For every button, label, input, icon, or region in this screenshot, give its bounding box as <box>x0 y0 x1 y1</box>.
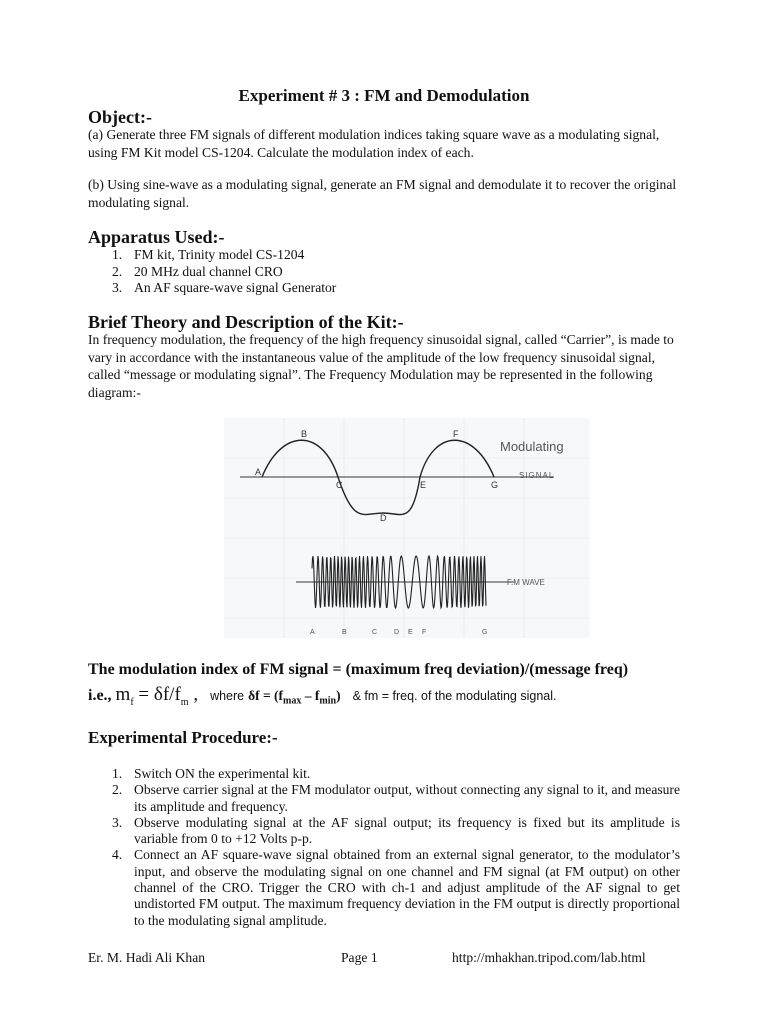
object-para-a: (a) Generate three FM signals of different modulation indices taking square wave as a modulating signal, using FM Kit model CS-1204. Calculate the modulation index of each. <box>88 127 660 160</box>
list-item: 2. 20 MHz dual channel CRO <box>112 263 283 279</box>
list-item: 3. An AF square-wave signal Generator <box>112 280 337 295</box>
procedure-list <box>88 766 680 929</box>
footer-page-number: Page 1 <box>341 950 378 965</box>
procedure-heading: Experimental Procedure:- <box>88 728 278 747</box>
fm-label-b: B <box>342 629 347 636</box>
document-title: Experiment # 3 : FM and Demodulation <box>238 86 530 105</box>
list-item: 3. Observe modulating signal at the AF signal output; its frequency is fixed but its amplitude is variable from 0 to +12 Volts p-p. <box>112 814 680 847</box>
label-b: B <box>301 429 308 439</box>
theory-heading: Brief Theory and Description of the Kit:- <box>88 312 404 332</box>
fm-label-d: D <box>394 629 400 636</box>
fm-label-f: F <box>422 629 427 636</box>
label-d: D <box>380 513 387 523</box>
list-item: 1. Switch ON the experimental kit. <box>112 766 311 781</box>
footer-author: Er. M. Hadi Ali Khan <box>88 950 206 965</box>
modulation-index-heading: The modulation index of FM signal = (maximum freq deviation)/(message freq) <box>88 661 629 678</box>
label-e: E <box>420 480 427 490</box>
modulating-label: Modulating <box>500 439 564 454</box>
modulation-index-formula: i.e., $m_f = \delta f/f_m$ , where $\delta f = (f_{max} - f_{min})$ & fm = freq. of the modulating signal. <box>88 684 557 708</box>
object-heading: Object:- <box>88 107 152 127</box>
list-item: 2. Observe carrier signal at the FM modulator output, without connecting any signal to it, and measure its amplitude and frequency. <box>112 782 680 814</box>
signal-label: SIGNAL <box>519 471 555 480</box>
theory-para: In frequency modulation, the frequency of the high frequency sinusoidal signal, called “Carrier”, is made to vary in accordance with the instantaneous value of the amplitude of the low frequency sinusoidal signal, called “message or modulating signal”. The Frequency Modulation may be represented in the following diagram:- <box>88 332 674 400</box>
fm-label-e: E <box>408 629 413 636</box>
fm-label-g: G <box>482 629 488 636</box>
label-g: G <box>491 480 499 490</box>
fm-label-a: A <box>310 629 315 636</box>
label-f: F <box>453 429 459 439</box>
list-item: 4. Connect an AF square-wave signal obtained from an external signal generator, to the modulator’s input, and observe the modulating signal on one channel and FM signal (at FM output) on other channel of the CRO. Trigger the CRO with ch-1 and adjust amplitude of the AF signal to get undistorted FM output. The maximum frequency deviation in the FM output is directly proportional to the modulating signal amplitude. <box>112 847 680 928</box>
object-para-b: (b) Using sine-wave as a modulating signal, generate an FM signal and demodulate it to recover the original modulating signal. <box>88 177 677 210</box>
label-a: A <box>255 467 262 477</box>
label-c: C <box>336 480 343 490</box>
list-item: 1. FM kit, Trinity model CS-1204 <box>112 247 305 262</box>
fm-diagram <box>224 418 590 638</box>
fm-label-c: C <box>372 629 378 636</box>
footer-url[interactable]: http://mhakhan.tripod.com/lab.html <box>452 950 646 965</box>
apparatus-heading: Apparatus Used:- <box>88 227 225 247</box>
apparatus-list <box>88 247 688 297</box>
fm-wave-label: F.M WAVE <box>507 578 545 587</box>
